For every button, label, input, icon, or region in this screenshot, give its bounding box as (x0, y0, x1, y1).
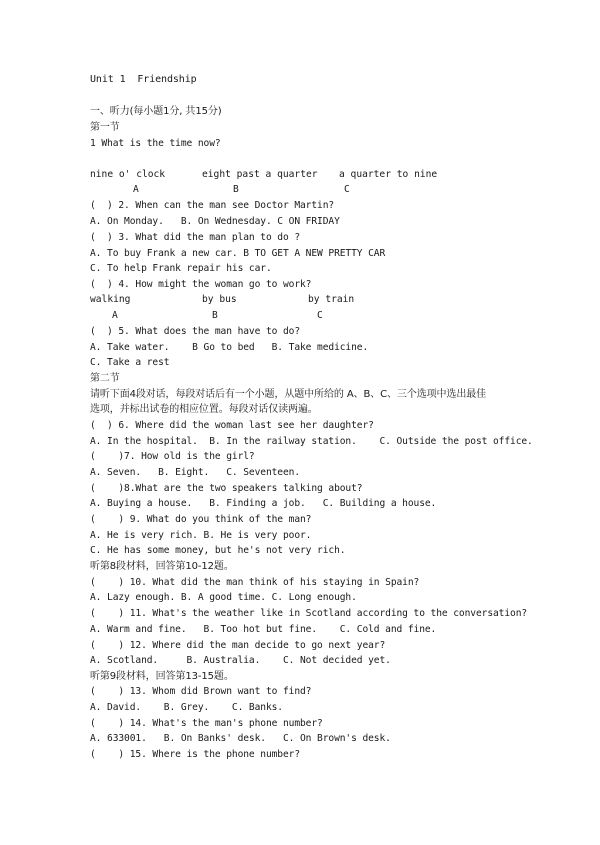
q4-label-c: C (317, 310, 323, 321)
q3-options-1: A. To buy Frank a new car. B TO GET A NEW PRETTY CAR (90, 248, 386, 259)
q14-question: ( ) 14. What's the man's phone number? (90, 718, 323, 729)
q1-label-a: A (133, 184, 139, 195)
q1-label-b: B (233, 184, 239, 195)
unit-title: Unit 1 Friendship (90, 74, 197, 85)
q1-option-c: a quarter to nine (339, 169, 438, 180)
q12-options: A. Scotland. B. Australia. C. Not decided yet. (90, 655, 391, 666)
q3-options-2: C. To help Frank repair his car. (90, 263, 272, 274)
material8-heading: 听第8段材料，回答第10-12题。 (90, 561, 234, 572)
q9-question: ( ) 9. What do you think of the man? (90, 514, 312, 525)
part2-heading: 第二节 (90, 373, 120, 384)
q11-options: A. Warm and fine. B. Too hot but fine. C. Cold and fine. (90, 624, 437, 635)
q8-options: A. Buying a house. B. Finding a job. C. Building a house. (90, 498, 437, 509)
q1-question: 1 What is the time now? (90, 138, 221, 149)
q10-options: A. Lazy enough. B. A good time. C. Long enough. (90, 592, 357, 603)
section1-heading: 一、听力(每小题1分, 共15分) (90, 106, 222, 117)
q14-options: A. 633001. B. On Banks' desk. C. On Brown's desk. (90, 733, 391, 744)
q4-option-b: by bus (202, 294, 237, 305)
part2-instruction-line1: 请听下面4段对话，每段对话后有一个小题，从题中所给的 A、B、C、三个选项中选出最佳 (90, 389, 487, 400)
q2-question: ( ) 2. When can the man see Doctor Martin? (90, 200, 335, 211)
q1-label-c: C (344, 184, 350, 195)
q6-options: A. In the hospital. B. In the railway station. C. Outside the post office. (90, 436, 533, 447)
q9-options-2: C. He has some money, but he's not very rich. (90, 545, 346, 556)
q7-question: ( )7. How old is the girl? (90, 451, 255, 462)
q13-question: ( ) 13. Whom did Brown want to find? (90, 686, 312, 697)
q10-question: ( ) 10. What did the man think of his staying in Spain? (90, 577, 420, 588)
q4-label-a: A (112, 310, 118, 321)
q4-option-c: by train (308, 294, 355, 305)
q5-options-1: A. Take water. B Go to bed B. Take medicine. (90, 342, 369, 353)
q13-options: A. David. B. Grey. C. Banks. (90, 702, 283, 713)
material9-heading: 听第9段材料，回答第13-15题。 (90, 671, 234, 682)
q5-question: ( ) 5. What does the man have to do? (90, 326, 301, 337)
q5-options-2: C. Take a rest (90, 357, 170, 368)
part2-instruction-line2: 选项，并标出试卷的相应位置。每段对话仅读两遍。 (90, 404, 318, 415)
part1-heading: 第一节 (90, 122, 120, 133)
q12-question: ( ) 12. Where did the man decide to go next year? (90, 640, 386, 651)
q9-options-1: A. He is very rich. B. He is very poor. (90, 530, 312, 541)
q2-options: A. On Monday. B. On Wednesday. C ON FRIDAY (90, 216, 340, 227)
q7-options: A. Seven. B. Eight. C. Seventeen. (90, 467, 301, 478)
q3-question: ( ) 3. What did the man plan to do ? (90, 232, 301, 243)
q6-question: ( ) 6. Where did the woman last see her daughter? (90, 420, 374, 431)
q4-option-a: walking (90, 294, 131, 305)
q15-question: ( ) 15. Where is the phone number? (90, 749, 301, 760)
q8-question: ( )8.What are the two speakers talking about? (90, 483, 363, 494)
q1-option-a: nine o' clock (90, 169, 166, 180)
q4-label-b: B (212, 310, 218, 321)
q1-option-b: eight past a quarter (202, 169, 318, 180)
q11-question: ( ) 11. What's the weather like in Scotland according to the conversation? (90, 608, 528, 619)
q4-question: ( ) 4. How might the woman go to work? (90, 279, 312, 290)
